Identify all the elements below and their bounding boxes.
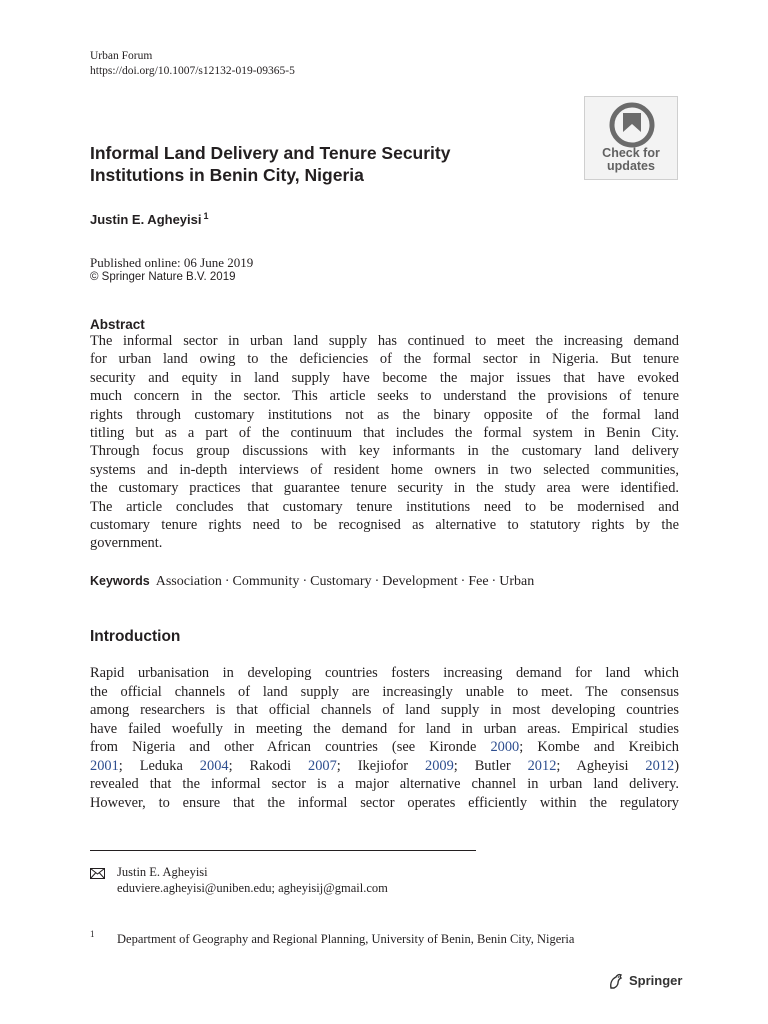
citation-year-link[interactable]: 2007 bbox=[308, 757, 337, 774]
introduction-line bbox=[90, 738, 679, 756]
keyword-item: Urban bbox=[499, 574, 535, 589]
abstract-line: The article concludes that customary tenure institutions need to be modernised and bbox=[90, 498, 679, 515]
introduction-text: from Nigeria and other African countries (see Kironde bbox=[90, 739, 491, 755]
keyword-separator: · bbox=[374, 574, 380, 589]
introduction-text: among researchers is that official channels of land supply in most developing countries bbox=[90, 702, 679, 718]
check-for-updates-badge[interactable] bbox=[584, 96, 678, 180]
journal-name: Urban Forum bbox=[90, 50, 153, 62]
corresponding-author-email[interactable]: eduviere.agheyisi@uniben.edu; agheyisij@gmail.com bbox=[117, 881, 388, 895]
bookmark-in-circle-icon bbox=[609, 102, 655, 148]
introduction-text: ) bbox=[674, 757, 679, 774]
keyword-separator: · bbox=[460, 574, 466, 589]
abstract-line: titling but as a part of the continuum that includes the formal system in Benin City. bbox=[90, 425, 679, 441]
introduction-text: ; Butler bbox=[453, 757, 528, 774]
introduction-text: However, to ensure that the informal sector operates efficiently within the regulatory bbox=[90, 794, 679, 811]
introduction-text: ; Ikejiofor bbox=[336, 757, 425, 774]
badge-label: Check for updates bbox=[602, 146, 660, 173]
keyword-separator: · bbox=[491, 574, 497, 589]
introduction-text: ; Leduka bbox=[118, 757, 200, 774]
abstract-line: Through focus group discussions with key informants in the customary land delivery bbox=[90, 443, 679, 460]
abstract-line: customary tenure rights need to be recognised as alternative to statutory rights by the bbox=[90, 517, 679, 533]
introduction-text: ; Agheyisi bbox=[556, 757, 646, 774]
abstract-line: the customary practices that guarantee tenure security in the study area were identified. bbox=[90, 480, 679, 497]
keyword-separator: · bbox=[224, 574, 230, 589]
introduction-line bbox=[90, 720, 679, 738]
publisher-name: Springer bbox=[629, 973, 683, 988]
envelope-icon bbox=[90, 868, 105, 879]
introduction-line bbox=[90, 683, 679, 701]
abstract-line: for urban land owing to the deficiencies of the formal sector in Nigeria. But tenure bbox=[90, 351, 679, 368]
title-line: Institutions in Benin City, Nigeria bbox=[90, 165, 364, 185]
keyword-item: Community bbox=[232, 574, 300, 589]
citation-year-link[interactable]: 2004 bbox=[199, 757, 229, 774]
introduction-text: revealed that the informal sector is a major alternative channel in urban land delivery. bbox=[90, 776, 679, 792]
keyword-item: Fee bbox=[468, 574, 489, 589]
article-title bbox=[90, 142, 530, 186]
abstract-line: security and equity in land supply have become the major issues that have evoked bbox=[90, 369, 679, 386]
citation-year-link[interactable]: 2009 bbox=[425, 757, 454, 774]
introduction-text: ; Rakodi bbox=[228, 757, 309, 774]
keyword-separator: · bbox=[302, 574, 308, 589]
keyword-item: Association bbox=[155, 574, 222, 589]
affiliation-number: 1 bbox=[90, 929, 95, 939]
abstract-line: much concern in the sector. This article seeks to understand the provisions of tenure bbox=[90, 388, 679, 405]
affiliation-text: Department of Geography and Regional Planning, University of Benin, Benin City, Nigeria bbox=[117, 932, 575, 946]
springer-horse-icon bbox=[608, 973, 623, 989]
keyword-item: Customary bbox=[310, 574, 372, 589]
footnote-divider bbox=[90, 850, 476, 851]
citation-year-link[interactable]: 2000 bbox=[490, 739, 520, 755]
published-date: Published online: 06 June 2019 bbox=[90, 255, 254, 270]
copyright-notice: © Springer Nature B.V. 2019 bbox=[90, 271, 236, 283]
affiliation-marker: 1 bbox=[203, 211, 209, 221]
abstract-heading: Abstract bbox=[90, 317, 145, 332]
introduction-text: ; Kombe and Kreibich bbox=[519, 739, 680, 755]
abstract-line: systems and in-depth interviews of resident home owners in two selected communities, bbox=[90, 461, 679, 478]
abstract-line: The informal sector in urban land supply has continued to meet the increasing demand bbox=[90, 333, 679, 349]
publisher-logo bbox=[611, 972, 682, 990]
citation-year-link[interactable]: 2012 bbox=[527, 757, 557, 774]
introduction-heading: Introduction bbox=[90, 628, 181, 645]
keywords-label: Keywords bbox=[90, 574, 150, 588]
introduction-line bbox=[90, 701, 679, 719]
corresponding-author-name: Justin E. Agheyisi bbox=[117, 865, 208, 879]
keyword-item: Development bbox=[382, 574, 458, 589]
introduction-line bbox=[90, 757, 679, 775]
introduction-line bbox=[90, 775, 679, 793]
abstract-line: rights through customary institutions not as the binary opposite of the formal land bbox=[90, 406, 679, 423]
citation-year-link[interactable]: 2001 bbox=[90, 757, 119, 774]
introduction-text: the official channels of land supply are increasingly unable to meet. The consensus bbox=[90, 683, 679, 700]
introduction-text: have failed woefully in meeting the demand for land in urban areas. Empirical studies bbox=[90, 720, 679, 737]
doi-link[interactable]: https://doi.org/10.1007/s12132-019-09365-5 bbox=[90, 65, 295, 77]
keywords-line bbox=[90, 572, 534, 591]
title-line: Informal Land Delivery and Tenure Security bbox=[90, 143, 451, 163]
author-name[interactable]: Justin E. Agheyisi bbox=[90, 212, 202, 227]
introduction-text: Rapid urbanisation in developing countries fosters increasing demand for land which bbox=[90, 665, 679, 681]
introduction-line bbox=[90, 664, 679, 682]
author-line bbox=[90, 208, 209, 228]
abstract-line: government. bbox=[90, 535, 163, 552]
introduction-line bbox=[90, 794, 679, 812]
citation-year-link[interactable]: 2012 bbox=[645, 757, 675, 774]
